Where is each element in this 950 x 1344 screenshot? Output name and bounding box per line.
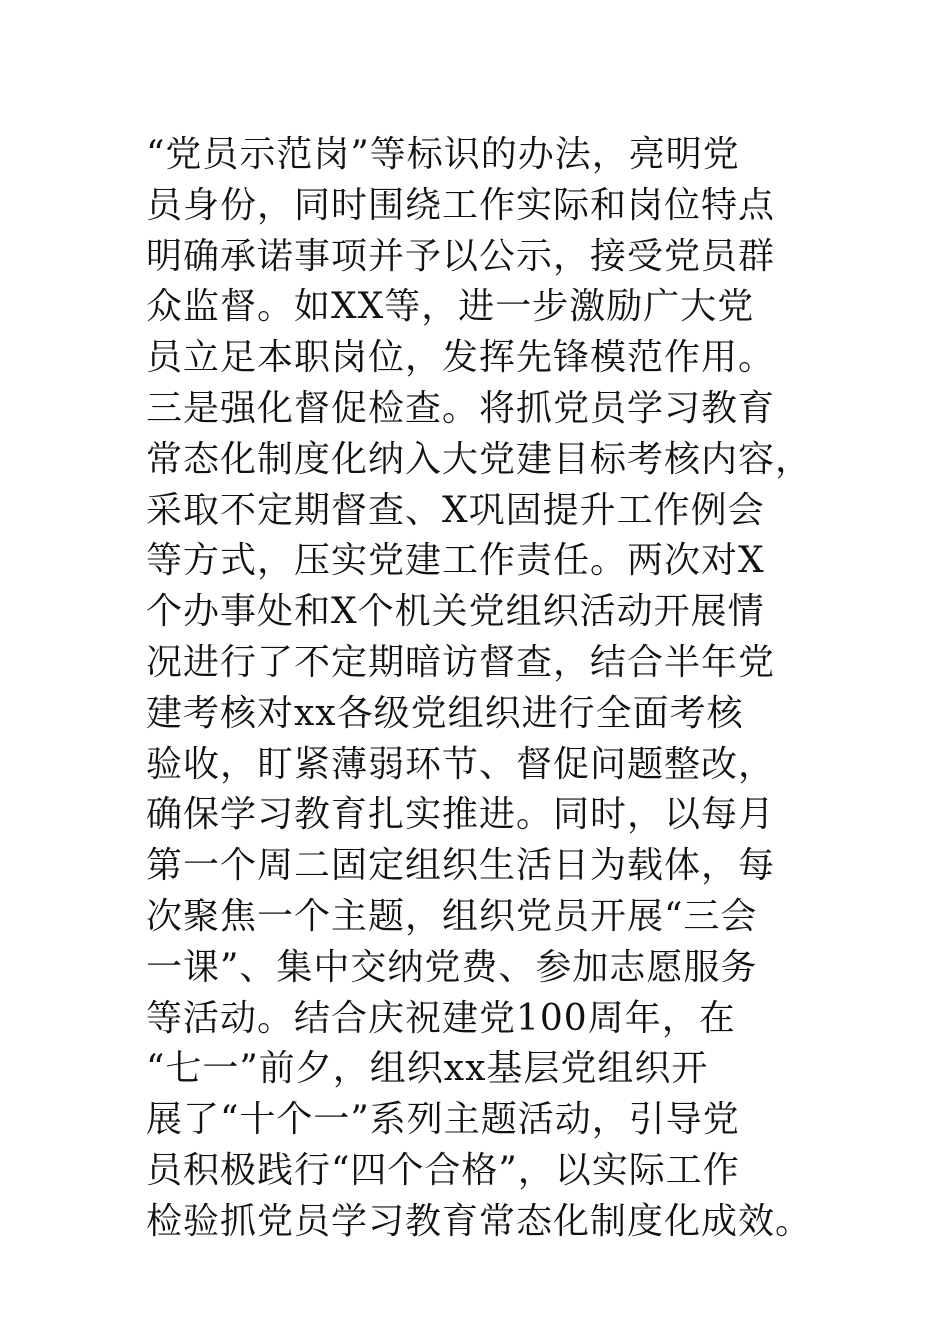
text-line: 况进行了不定期暗访督查，结合半年党 (146, 641, 776, 683)
text-line: 一课”、集中交纳党费、参加志愿服务 (146, 946, 758, 988)
text-line: 员积极践行“四个合格”，以实际工作 (146, 1149, 740, 1191)
text-line: 展了“十个一”系列主题活动，引导党 (146, 1099, 740, 1141)
text-line: 第一个周二固定组织生活日为载体，每 (146, 845, 776, 887)
text-line: 众监督。如XX等，进一步激励广大党 (146, 286, 755, 328)
text-line: 常态化制度化纳入大党建目标考核内容， (146, 438, 813, 480)
text-line: 员立足本职岗位，发挥先锋模范作用。 (146, 337, 776, 379)
text-line: “党员示范岗”等标识的办法，亮明党 (146, 134, 740, 175)
text-line: 等活动。结合庆祝建党100周年，在 (146, 997, 736, 1039)
text-line: 个办事处和X个机关党组织活动开展情 (146, 591, 765, 633)
text-line: 验收，盯紧薄弱环节、督促问题整改， (146, 743, 776, 785)
text-line: 检验抓党员学习教育常态化制度化成效。 (146, 1200, 813, 1242)
text-line: 建考核对xx各级党组织进行全面考核 (146, 692, 744, 734)
text-line: 次聚焦一个主题，组织党员开展“三会 (146, 895, 758, 937)
text-line: 采取不定期督查、X巩固提升工作例会 (146, 489, 765, 531)
text-line: 员身份，同时围绕工作实际和岗位特点 (146, 184, 776, 226)
body-text (146, 130, 826, 1248)
text-line: 等方式，压实党建工作责任。两次对X (146, 540, 765, 582)
text-line: 确保学习教育扎实推进。同时，以每月 (146, 794, 776, 836)
text-line: “七一”前夕，组织xx基层党组织开 (146, 1048, 709, 1090)
text-line: 明确承诺事项并予以公示，接受党员群 (146, 235, 776, 277)
text-line: 三是强化督促检查。将抓党员学习教育 (146, 387, 776, 429)
